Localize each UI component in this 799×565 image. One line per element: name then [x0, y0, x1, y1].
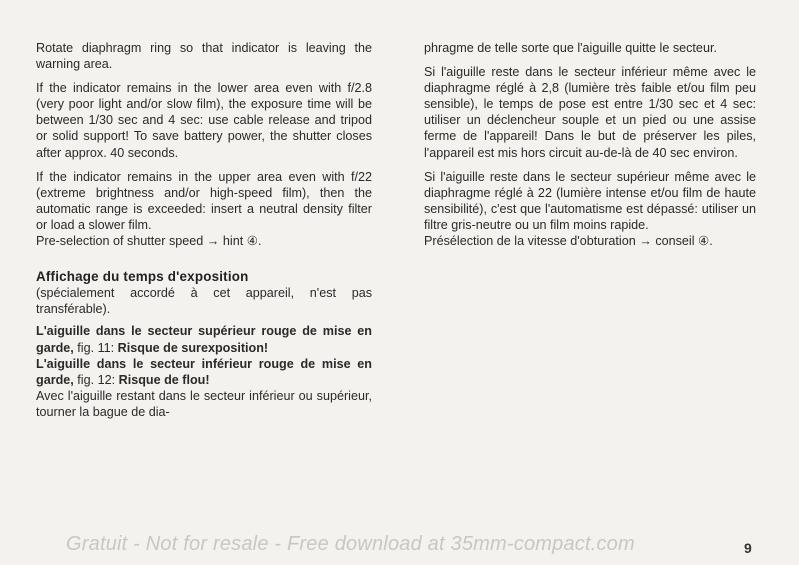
paragraph-continuation: phragme de telle sorte que l'aiguille quitte le secteur. — [424, 41, 717, 55]
paragraph-upper-area: If the indicator remains in the upper area even with f/22 (extreme brightness and/or high-speed film), then the automatic range is exceeded: insert a neutral density filter or load a slower film. — [36, 169, 372, 232]
paragraph-rotate-ring: Rotate diaphragm ring so that indicator is leaving the warning area. — [36, 41, 372, 72]
overexposure-label: L'aiguille dans le secteur supérieur rouge de mise en garde, — [36, 324, 372, 355]
paragraph-overexposure — [36, 323, 372, 355]
watermark-text: Gratuit - Not for resale - Free download at 35mm-compact.com — [66, 533, 635, 555]
paragraph-lower-area: If the indicator remains in the lower area even with f/2.8 (very poor light and/or slow film), the exposure time will be between 1/30 sec and 4 sec: use cable release and tripod or solid support! To save battery power, the shutter closes after approx. 40 seconds. — [36, 81, 372, 160]
blur-label: L'aiguille dans le secteur inférieur rouge de mise en garde, — [36, 356, 372, 387]
page-number: 9 — [744, 540, 752, 556]
paragraph-preselection-fr: Présélection de la vitesse d'obturation → conseil ④. — [424, 234, 713, 249]
paragraph-lower-sector: Si l'aiguille reste dans le secteur inférieur même avec le diaphragme réglé à 2,8 (lumière très faible et/ou film peu sensible), le temps de pose est entre 1/30 sec et 4 sec: utiliser un déclencheur souple et un pied ou une assise ferme de l'appareil! Dans le but de préserver les piles, l'appareil est mis hors circuit au-de-là de 40 sec environ. — [424, 65, 756, 160]
left-column — [36, 40, 372, 420]
right-column — [424, 40, 756, 249]
section-heading: Affichage du temps d'exposition — [36, 269, 249, 285]
paragraph-rotate-fr: Avec l'aiguille restant dans le secteur inférieur ou supérieur, tourner la bague de dia- — [36, 388, 372, 419]
paragraph-blur — [36, 356, 372, 388]
paragraph-note: (spécialement accordé à cet appareil, n'est pas transférable). — [36, 286, 372, 317]
blur-warning: Risque de flou! — [118, 372, 210, 387]
fig-11-ref: fig. 11: — [73, 340, 118, 355]
fig-12-ref: fig. 12: — [73, 372, 119, 387]
overexposure-warning: Risque de surexposition! — [117, 340, 269, 355]
paragraph-preselection: Pre-selection of shutter speed → hint ④. — [36, 234, 262, 249]
paragraph-upper-sector: Si l'aiguille reste dans le secteur supérieur même avec le diaphragme réglé à 22 (lumière intense et/ou film de haute sensibilité), c'est que l'automatisme est dépassé: utiliser un filtre gris-neutre ou un film moins rapide. — [424, 169, 756, 232]
